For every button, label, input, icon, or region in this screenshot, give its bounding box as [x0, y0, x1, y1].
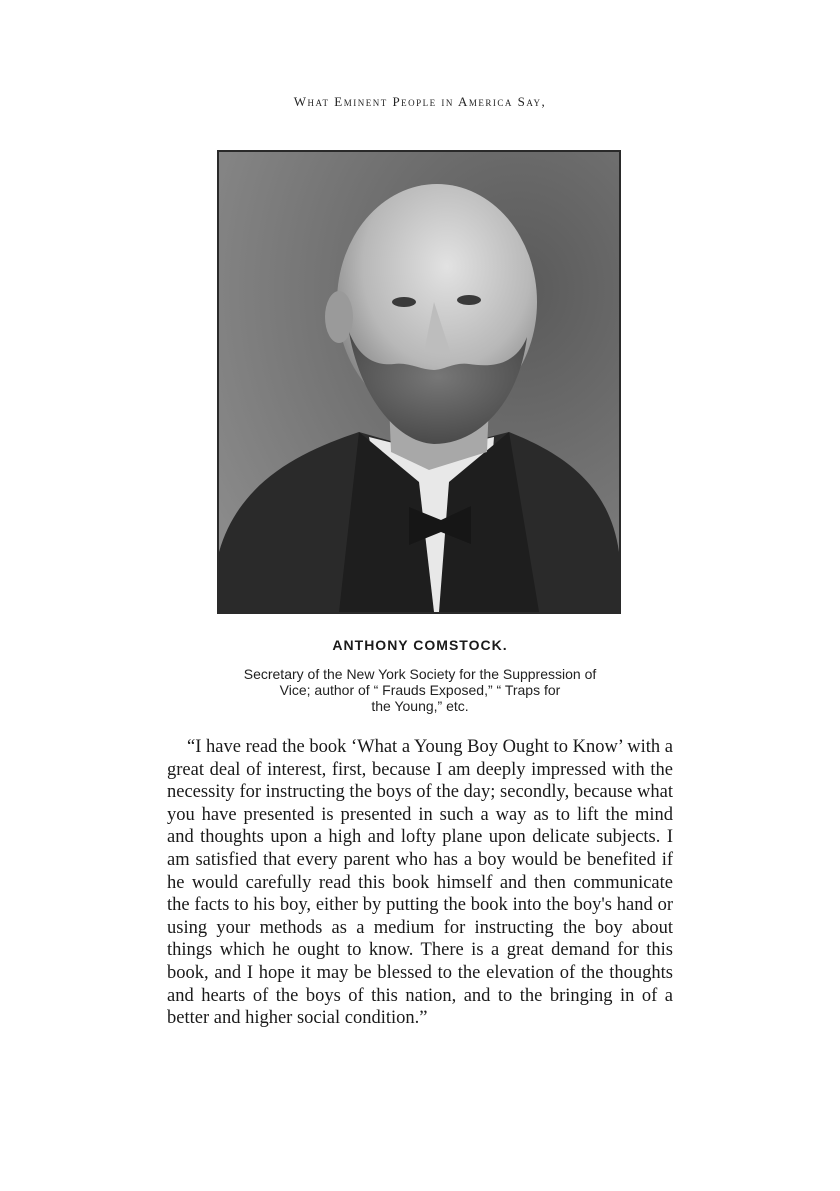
description-line-3: the Young,” etc.: [371, 698, 469, 714]
portrait-illustration: [219, 152, 619, 612]
description-line-2: Vice; author of “ Frauds Exposed,” “ Traps for: [279, 682, 561, 698]
testimonial-quote: “I have read the book ‘What a Young Boy Ought to Know’ with a great deal of interest, first, because I am deeply impressed with the necessity for instructing the boys of the day; secondly, because what you have presented is presented in such a way as to lift the mind and thoughts upon a high and lofty plane upon delicate subjects. I am satisfied that every parent who has a boy would be benefited if he would carefully read this book himself and then communicate the facts to his boy, either by putting the book into the boy's hand or using your methods as a medium for instructing the boy about things which he ought to know. There is a great demand for this book, and I hope it may be blessed to the elevation of the thoughts and hearts of the boys of this nation, and to the bringing in of a better and higher social condition.”: [167, 737, 673, 1029]
portrait-photo: [217, 150, 621, 614]
person-description: [160, 666, 680, 714]
description-line-1: Secretary of the New York Society for the Suppression of: [243, 666, 597, 682]
person-name: ANTHONY COMSTOCK.: [332, 637, 508, 653]
running-head: What Eminent People in America Say,: [293, 94, 547, 109]
